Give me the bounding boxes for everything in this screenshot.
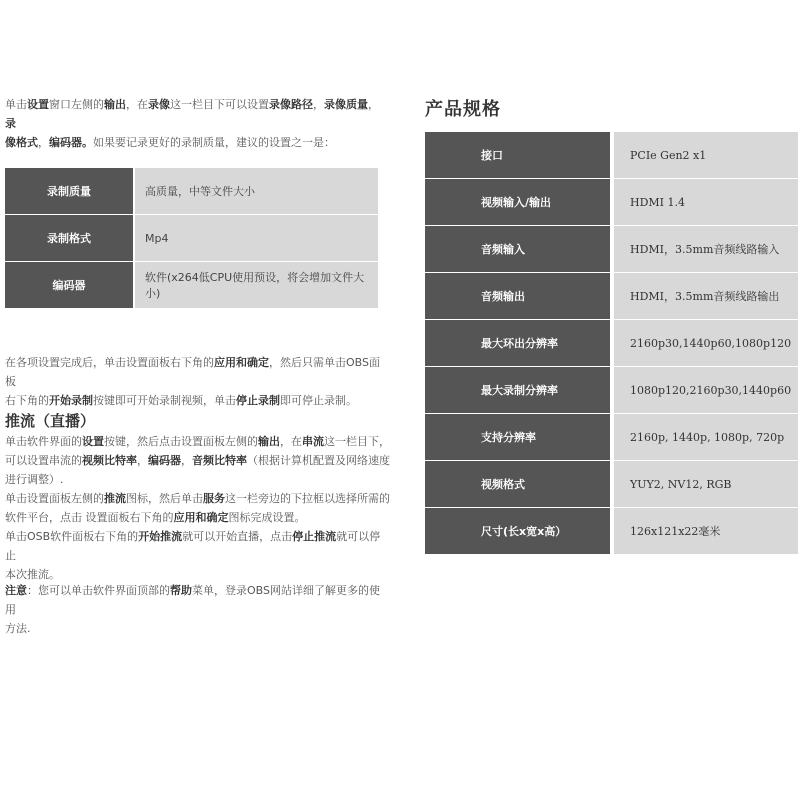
spec-value: 1080p120,2160p30,1440p60: [614, 367, 798, 413]
table-row: [425, 320, 792, 366]
paragraph-text: 单击软件界面的: [5, 435, 82, 448]
row-key: 录制质量: [5, 168, 133, 214]
paragraph-bold: 开始推流: [138, 530, 183, 543]
paragraph-bold: 串流: [302, 435, 324, 448]
intro-bold: 录: [5, 117, 16, 130]
intro-text: ，: [38, 136, 49, 149]
paragraph-text: 单击设置面板左侧的: [5, 492, 104, 505]
intro-paragraph: [5, 95, 385, 152]
paragraph-bold: 服务: [203, 492, 225, 505]
intro-bold: 编码器。: [49, 136, 93, 149]
note-label: 注意: [5, 584, 27, 597]
paragraph-text: 右下角的: [5, 394, 49, 407]
paragraph-text: （根据计算机配置及网络速度: [247, 454, 390, 467]
after-settings-paragraph: [5, 353, 385, 410]
paragraph-text: 进行调整）.: [5, 473, 64, 486]
paragraph-text: 按键即可开始录制视频，单击: [93, 394, 236, 407]
spec-key: 接口: [425, 132, 610, 178]
intro-bold: 录像质量: [324, 98, 368, 111]
paragraph-text: 这一栏目下，: [324, 435, 390, 448]
paragraph-text: 本次推流。: [5, 568, 60, 581]
paragraph-text: ：您可以单击软件界面顶部的: [27, 584, 170, 597]
paragraph-bold: 输出: [258, 435, 280, 448]
paragraph-text: ，: [181, 454, 192, 467]
spec-value: HDMI，3.5mm音频线路输出: [614, 273, 798, 319]
paragraph-bold: 开始录制: [49, 394, 93, 407]
paragraph-bold: 停止录制: [236, 394, 280, 407]
intro-text: 如果要记录更好的录制质量，建议的设置之一是：: [93, 136, 335, 149]
recording-settings-table: [5, 168, 378, 309]
spec-key: 最大环出分辨率: [425, 320, 610, 366]
paragraph-text: 在各项设置完成后，单击设置面板右下角的: [5, 356, 214, 369]
spec-value: YUY2, NV12, RGB: [614, 461, 798, 507]
intro-bold: 设置: [27, 98, 49, 111]
note-paragraph: [5, 581, 390, 638]
spec-value: 126x121x22毫米: [614, 508, 798, 554]
paragraph-text: 可以设置串流的: [5, 454, 82, 467]
spec-key: 视频格式: [425, 461, 610, 507]
paragraph-text: 图标完成设置。: [228, 511, 306, 524]
spec-key: 音频输入: [425, 226, 610, 272]
table-row: [425, 273, 780, 319]
paragraph-text: 单击OSB软件面板右下角的: [5, 530, 139, 543]
row-key: 录制格式: [5, 215, 133, 261]
table-row: [425, 367, 792, 413]
paragraph-text: 就可以停止: [5, 530, 381, 562]
intro-text: ，: [368, 98, 379, 111]
paragraph-text: 这一栏旁边的下拉框以选择所需的: [225, 492, 390, 505]
intro-text: 这一栏目下可以设置: [170, 98, 269, 111]
spec-key: 支持分辨率: [425, 414, 610, 460]
table-row: [425, 414, 785, 460]
paragraph-bold: 应用和确定: [214, 356, 269, 369]
paragraph-text: ，在: [280, 435, 302, 448]
intro-bold: 输出: [104, 98, 126, 111]
intro-text: ，在: [126, 98, 148, 111]
paragraph-text: 图标，然后单击: [126, 492, 203, 505]
spec-value: HDMI 1.4: [614, 179, 798, 225]
streaming-paragraph: [5, 432, 390, 584]
paragraph-text: 软件平台，点击 设置面板右下角的: [5, 511, 174, 524]
paragraph-bold: 设置: [82, 435, 104, 448]
paragraph-bold: 应用和确定: [173, 511, 229, 524]
spec-value: PCIe Gen2 x1: [614, 132, 798, 178]
paragraph-text: ，: [137, 454, 148, 467]
spec-table: [425, 132, 792, 555]
spec-key: 尺寸(长x宽x高）: [425, 508, 610, 554]
spec-value: 2160p30,1440p60,1080p120: [614, 320, 798, 366]
paragraph-bold: 编码器: [148, 454, 181, 467]
paragraph-text: 菜单，登录OBS网站详细了解更多的使用: [5, 584, 380, 616]
paragraph-text: ，然后只需单击OBS面板: [5, 356, 380, 388]
paragraph-text: 按键，然后点击设置面板左侧的: [104, 435, 258, 448]
intro-bold: 录像: [148, 98, 170, 111]
table-row: [5, 262, 378, 308]
table-row: [425, 179, 686, 225]
spec-value: HDMI，3.5mm音频线路输入: [614, 226, 798, 272]
row-value: 软件(x264低CPU使用预设，将会增加文件大小): [135, 262, 378, 308]
table-row: [425, 132, 707, 178]
table-row: [425, 461, 732, 507]
row-key: 编码器: [5, 262, 133, 308]
streaming-heading: 推流（直播）: [5, 412, 96, 430]
paragraph-text: 就可以开始直播，点击: [182, 530, 293, 543]
intro-text: ，: [313, 98, 324, 111]
intro-bold: 像格式: [5, 136, 38, 149]
paragraph-text: 即可停止录制。: [280, 394, 357, 407]
intro-text: 单击: [5, 98, 27, 111]
paragraph-bold: 视频比特率: [82, 454, 137, 467]
table-row: [5, 168, 378, 214]
table-row: [425, 226, 780, 272]
paragraph-text: 方法.: [5, 622, 31, 635]
paragraph-bold: 停止推流: [292, 530, 337, 543]
table-row: [5, 215, 378, 261]
spec-value: 2160p, 1440p, 1080p, 720p: [614, 414, 798, 460]
paragraph-bold: 推流: [104, 492, 126, 505]
row-value: Mp4: [135, 215, 378, 261]
table-row: [425, 508, 721, 554]
row-value: 高质量，中等文件大小: [135, 168, 378, 214]
spec-key: 视频输入/输出: [425, 179, 610, 225]
spec-key: 最大录制分辨率: [425, 367, 610, 413]
intro-bold: 录像路径: [269, 98, 313, 111]
spec-heading: 产品规格: [425, 99, 501, 120]
paragraph-bold: 音频比特率: [192, 454, 247, 467]
spec-key: 音频输出: [425, 273, 610, 319]
paragraph-bold: 帮助: [170, 584, 192, 597]
intro-text: 窗口左侧的: [49, 98, 104, 111]
